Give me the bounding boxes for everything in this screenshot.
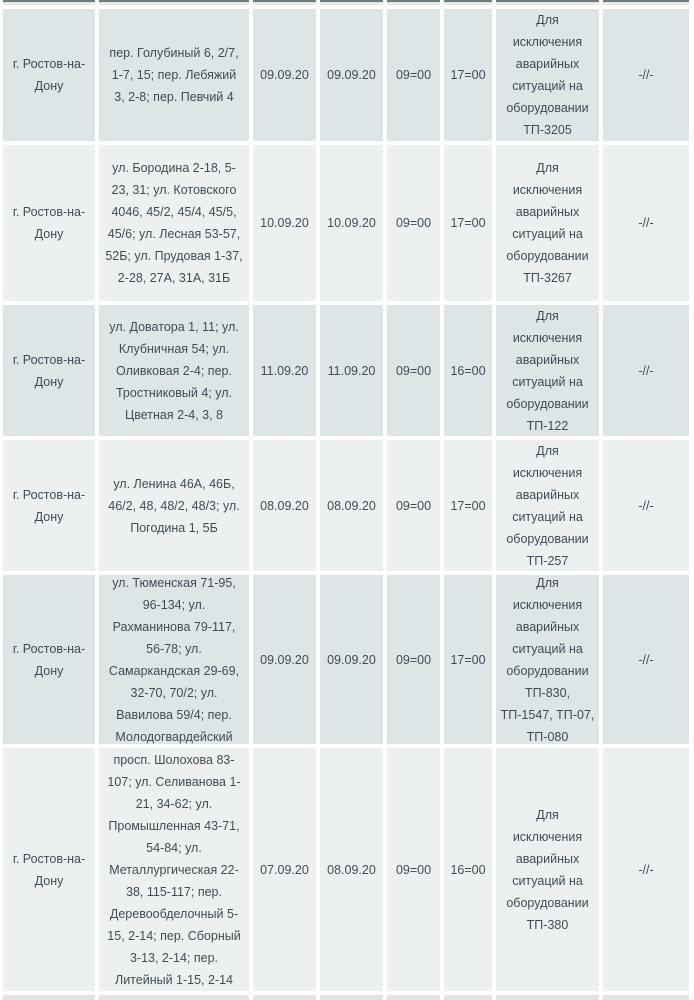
addresses-cell: просп. Шолохова 83-107; ул. Селиванова 1-21, 34-62; ул. Промышленная 43-71, 54-84; ул. Металлургическая 22-38, 115-117; пер. Деревообделочный 5-15, 2-14; пер. Сборный 3-13, 2-14; пер. Литейный 1-15, 2-14 xyxy=(99,748,249,991)
start-date-cell: 07.09.20 xyxy=(253,748,316,991)
next-row-cell xyxy=(320,995,383,1000)
next-row-cell xyxy=(99,995,249,1000)
city-cell: г. Ростов-на-Дону xyxy=(3,440,95,571)
next-row-cell xyxy=(496,995,599,1000)
end-date-cell: 09.09.20 xyxy=(320,575,383,744)
start-time-cell: 09=00 xyxy=(387,305,440,436)
header-edge-cell xyxy=(603,0,689,5)
start-date-cell: 09.09.20 xyxy=(253,9,316,141)
start-time-cell: 09=00 xyxy=(387,145,440,301)
end-date-cell: 11.09.20 xyxy=(320,305,383,436)
ditto-cell: -//- xyxy=(603,305,689,436)
start-date-cell: 11.09.20 xyxy=(253,305,316,436)
addresses-cell: ул. Бородина 2-18, 5-23, 31; ул. Котовского 4046, 45/2, 45/4, 45/5, 45/6; ул. Лесная 53-57, 52Б; ул. Прудовая 1-37, 2-28, 27А, 31А, 31Б xyxy=(99,145,249,301)
header-edge-cell xyxy=(3,0,95,5)
ditto-cell: -//- xyxy=(603,9,689,141)
reason-cell: Для исключения аварийных ситуаций на оборудовании ТП-3267 xyxy=(496,145,599,301)
addresses-cell: ул. Доватора 1, 11; ул. Клубничная 54; ул. Оливковая 2-4; пер. Тростниковый 4; ул. Цветная 2-4, 3, 8 xyxy=(99,305,249,436)
next-row-cell xyxy=(603,995,689,1000)
ditto-cell: -//- xyxy=(603,145,689,301)
start-date-cell: 08.09.20 xyxy=(253,440,316,571)
end-time-cell: 17=00 xyxy=(444,440,492,571)
next-row-cell xyxy=(253,995,316,1000)
start-time-cell: 09=00 xyxy=(387,748,440,991)
end-date-cell: 08.09.20 xyxy=(320,748,383,991)
start-time-cell: 09=00 xyxy=(387,575,440,744)
city-cell: г. Ростов-на-Дону xyxy=(3,9,95,141)
ditto-cell: -//- xyxy=(603,748,689,991)
addresses-cell: ул. Тюменская 71-95, 96-134; ул. Рахманинова 79-117, 56-78; ул. Самаркандская 29-69, 32-70, 70/2; ул. Вавилова 59/4; пер. Молодогвардейский xyxy=(99,575,249,744)
header-edge-cell xyxy=(444,0,492,5)
end-date-cell: 10.09.20 xyxy=(320,145,383,301)
start-time-cell: 09=00 xyxy=(387,440,440,571)
reason-cell: Для исключения аварийных ситуаций на оборудовании ТП-380 xyxy=(496,748,599,991)
end-date-cell: 08.09.20 xyxy=(320,440,383,571)
header-edge-cell xyxy=(253,0,316,5)
end-date-cell: 09.09.20 xyxy=(320,9,383,141)
reason-cell: Для исключения аварийных ситуаций на оборудовании ТП-3205 xyxy=(496,9,599,141)
addresses-cell: ул. Ленина 46А, 46Б, 46/2, 48, 48/2, 48/3; ул. Погодина 1, 5Б xyxy=(99,440,249,571)
city-cell: г. Ростов-на-Дону xyxy=(3,145,95,301)
ditto-cell: -//- xyxy=(603,575,689,744)
end-time-cell: 17=00 xyxy=(444,9,492,141)
start-date-cell: 09.09.20 xyxy=(253,575,316,744)
next-row-cell xyxy=(387,995,440,1000)
header-edge-cell xyxy=(496,0,599,5)
end-time-cell: 17=00 xyxy=(444,575,492,744)
start-time-cell: 09=00 xyxy=(387,9,440,141)
end-time-cell: 16=00 xyxy=(444,748,492,991)
reason-cell: Для исключения аварийных ситуаций на оборудовании ТП-257 xyxy=(496,440,599,571)
city-cell: г. Ростов-на-Дону xyxy=(3,748,95,991)
city-cell: г. Ростов-на-Дону xyxy=(3,575,95,744)
end-time-cell: 17=00 xyxy=(444,145,492,301)
addresses-cell: пер. Голубиный 6, 2/7, 1-7, 15; пер. Лебяжий 3, 2-8; пер. Певчий 4 xyxy=(99,9,249,141)
start-date-cell: 10.09.20 xyxy=(253,145,316,301)
reason-cell: Для исключения аварийных ситуаций на оборудовании ТП-122 xyxy=(496,305,599,436)
reason-cell: Для исключения аварийных ситуаций на оборудовании ТП-830, ТП-1547, ТП-07, ТП-080 xyxy=(496,575,599,744)
end-time-cell: 16=00 xyxy=(444,305,492,436)
header-edge-cell xyxy=(99,0,249,5)
next-row-cell xyxy=(3,995,95,1000)
ditto-cell: -//- xyxy=(603,440,689,571)
header-edge-cell xyxy=(387,0,440,5)
header-edge-cell xyxy=(320,0,383,5)
city-cell: г. Ростов-на-Дону xyxy=(3,305,95,436)
next-row-cell xyxy=(444,995,492,1000)
